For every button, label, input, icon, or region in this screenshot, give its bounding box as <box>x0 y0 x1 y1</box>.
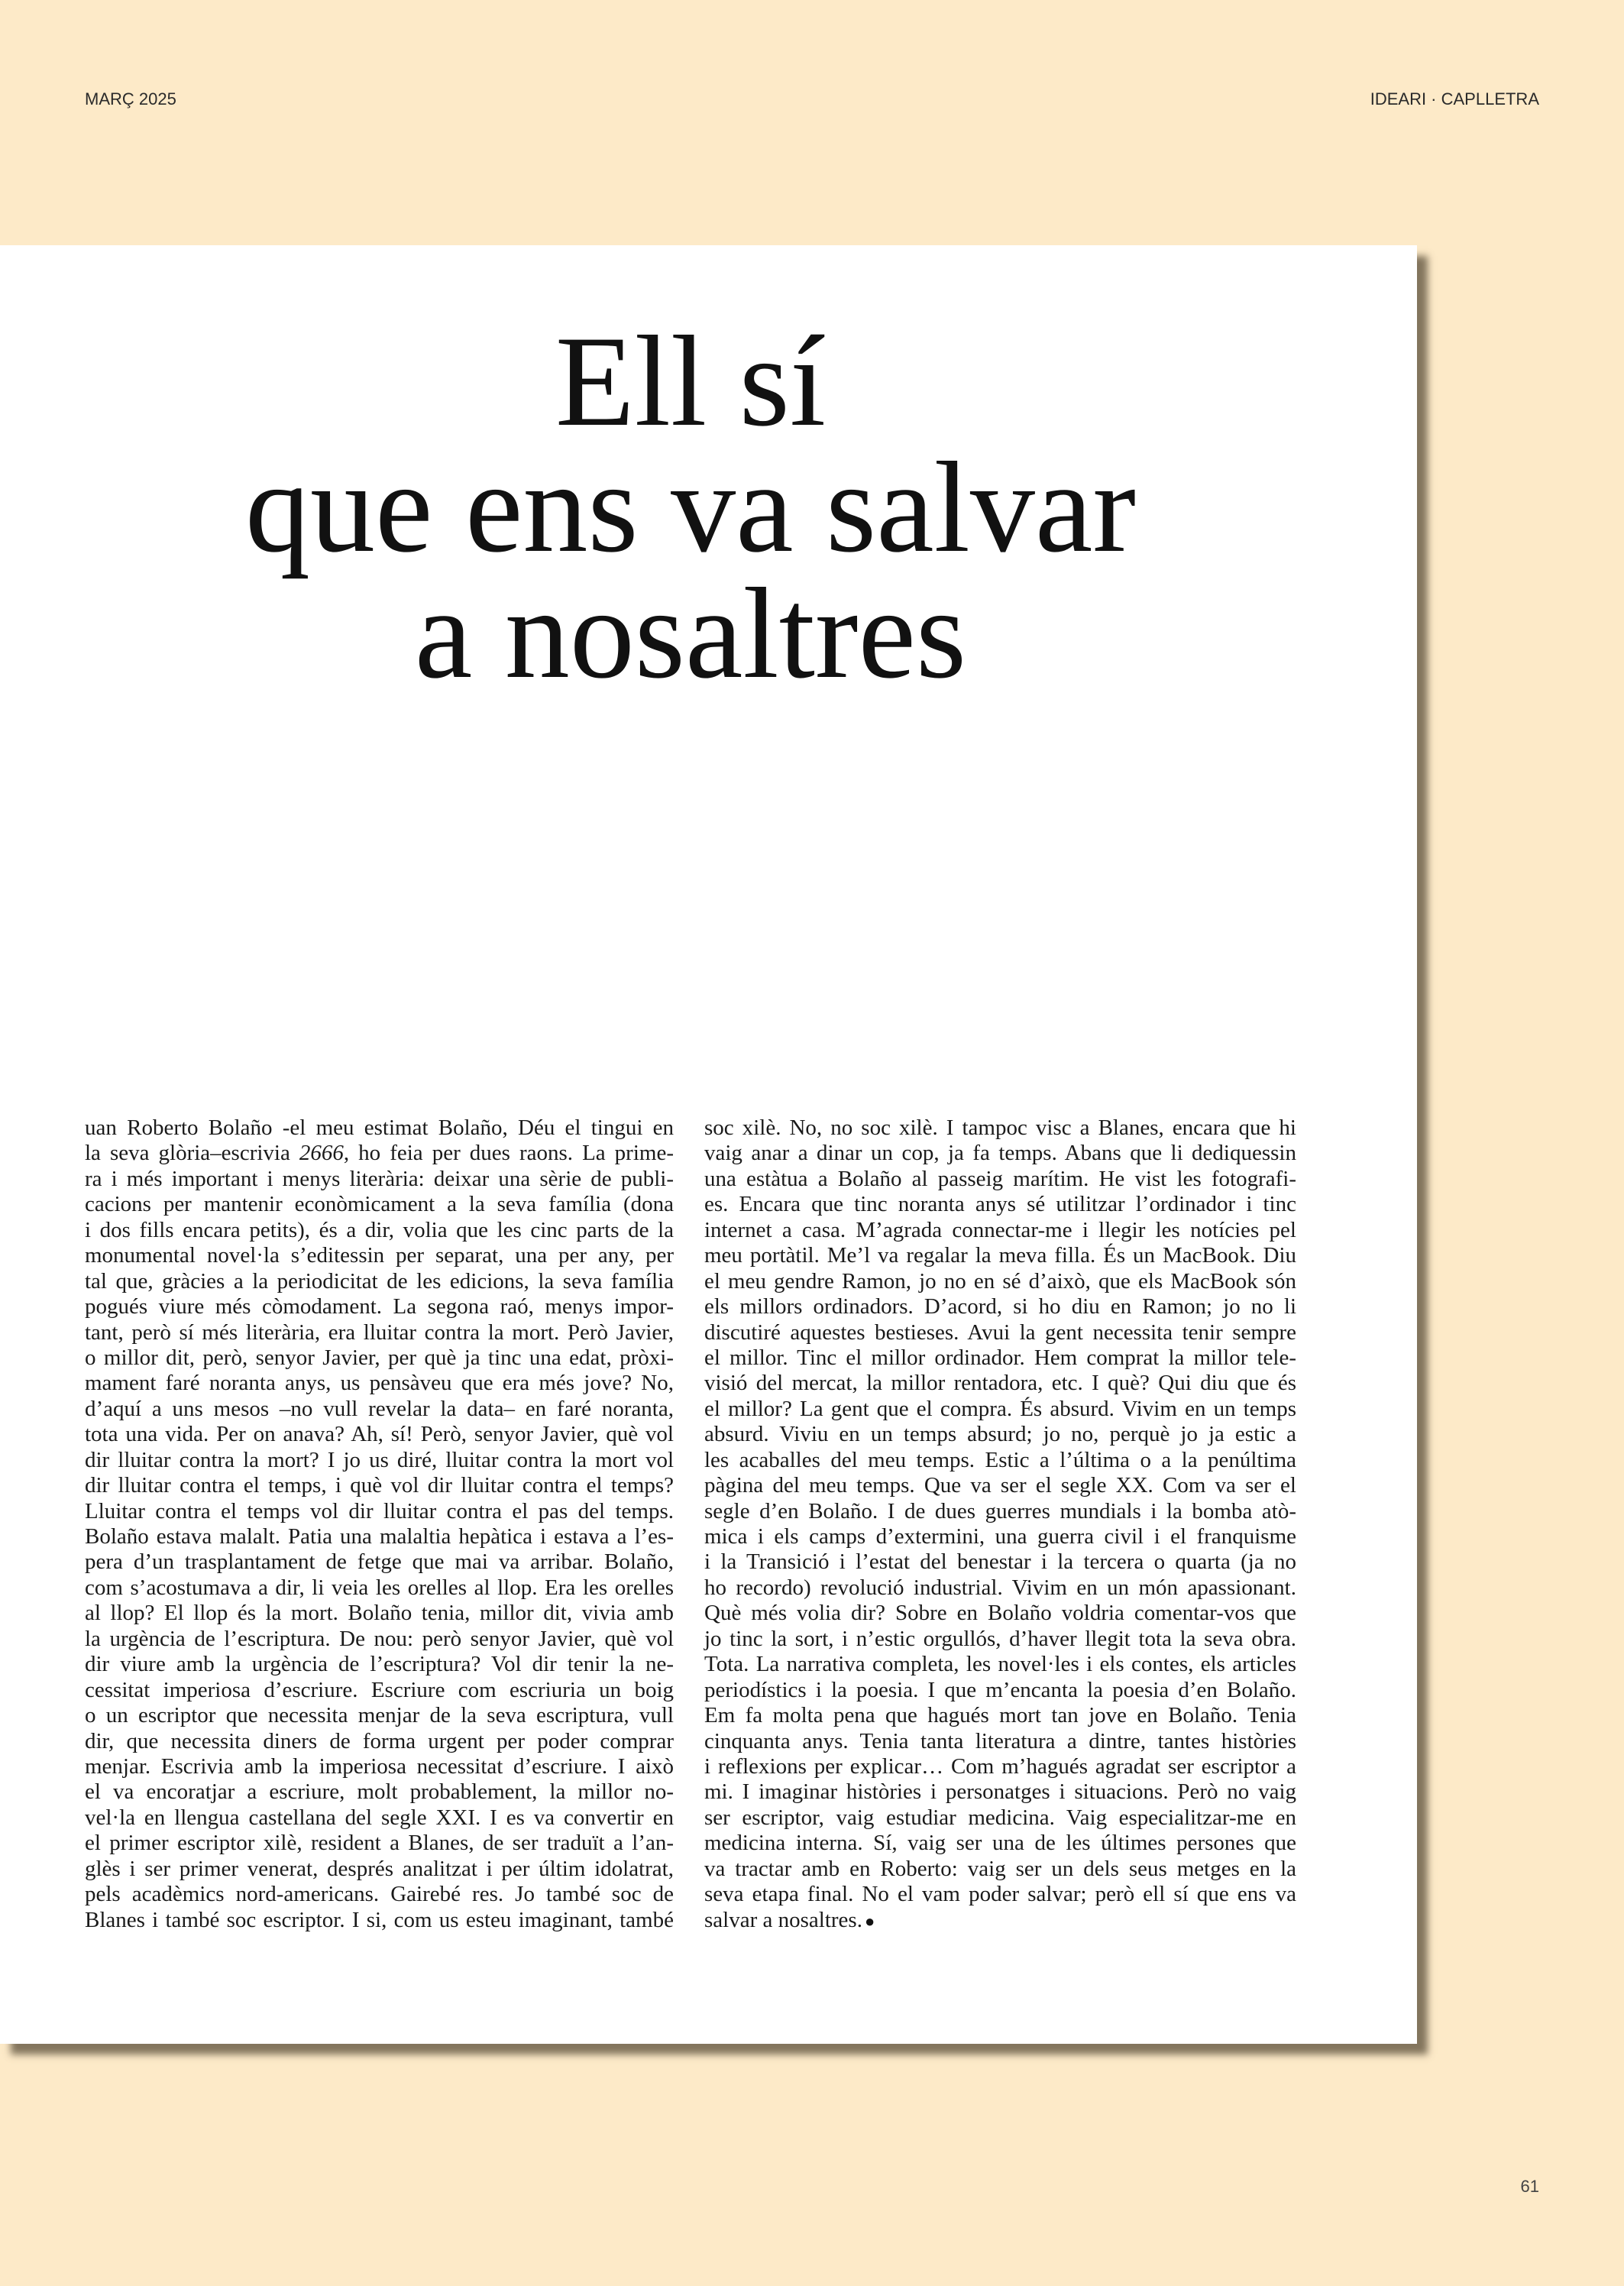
page-number: 61 <box>1520 2177 1539 2196</box>
title-line: Ell sí <box>555 309 827 453</box>
text-line: pogués viure més còmodament. La segona raó, menys impor- <box>85 1294 674 1319</box>
text-line: cinquanta anys. Tenia tanta literatura a dintre, tantes històries <box>704 1728 1296 1753</box>
text-line: ser escriptor, vaig estudiar medicina. Vaig especialitzar-me en <box>704 1805 1296 1830</box>
text-line: ra i més important i menys literària: deixar una sèrie de publi- <box>85 1166 674 1191</box>
text-line: d’aquí a uns mesos –no vull revelar la data– en faré noranta, <box>85 1396 674 1421</box>
text-line: seva etapa final. No el vam poder salvar; però ell sí que ens va <box>704 1882 1296 1907</box>
text-line: dir lluitar contra el temps, i què vol dir lluitar contra el temps? <box>85 1473 674 1498</box>
text-line: discutiré aquestes bestieses. Avui la gent necessita tenir sempre <box>704 1319 1296 1345</box>
text-line: dir, que necessita diners de forma urgent per poder comprar <box>85 1728 674 1753</box>
text-line: Bolaño estava malalt. Patia una malaltia hepàtica i estava a l’es- <box>85 1524 674 1549</box>
text-line: els millors ordinadors. D’acord, si ho diu en Ramon; jo no li <box>704 1294 1296 1319</box>
text-line <box>85 1141 674 1166</box>
text-line: uan Roberto Bolaño -el meu estimat Bolaño, Déu el tingui en <box>85 1115 674 1140</box>
text-line: una estàtua a Bolaño al passeig marítim. He vist les fotografi- <box>704 1166 1296 1191</box>
end-of-article-mark: ● <box>864 1911 875 1931</box>
text-line: i dos fills encara petits), és a dir, volia que les cinc parts de la <box>85 1217 674 1242</box>
text-line: menjar. Escrivia amb la imperiosa necessitat d’escriure. I això <box>85 1753 674 1779</box>
text-line: o un escriptor que necessita menjar de la seva escriptura, vull <box>85 1703 674 1728</box>
text-line: glès i ser primer venerat, després analitzat i per últim idolatrat, <box>85 1856 674 1881</box>
article-column-left <box>85 1115 674 1933</box>
title-line: a nosaltres <box>414 562 967 705</box>
text-line: les acaballes del meu temps. Estic a l’última o a la penúltima <box>704 1447 1296 1472</box>
text-line: es. Encara que tinc noranta anys sé utilitzar l’ordinador i tinc <box>704 1192 1296 1217</box>
text-line: cessitat imperiosa d’escriure. Escriure com escriuria un boig <box>85 1677 674 1702</box>
text-line: al llop? El llop és la mort. Bolaño tenia, millor dit, vivia amb <box>85 1601 674 1626</box>
text-line: monumental novel·la s’editessin per separat, una per any, per <box>85 1243 674 1268</box>
text-line: Em fa molta pena que hagués mort tan jove en Bolaño. Tenia <box>704 1703 1296 1728</box>
text-line: Tota. La narrativa completa, les novel·les i els contes, els articles <box>704 1652 1296 1677</box>
text-segment: la seva glòria–escrivia <box>85 1141 299 1166</box>
text-line: mament faré noranta anys, us pensàveu que era més jove? No, <box>85 1371 674 1396</box>
article-column-right <box>704 1115 1296 1933</box>
issue-date: MARÇ 2025 <box>85 89 176 108</box>
text-line: pera d’un trasplantament de fetge que mai va arribar. Bolaño, <box>85 1549 674 1575</box>
text-line: segle d’en Bolaño. I de dues guerres mundials i la bomba atò- <box>704 1498 1296 1523</box>
text-line: tota una vida. Per on anava? Ah, sí! Però, senyor Javier, què vol <box>85 1422 674 1447</box>
text-line: internet a casa. M’agrada connectar-me i llegir les notícies pel <box>704 1217 1296 1242</box>
text-line: el millor? La gent que el compra. És absurd. Vivim en un temps <box>704 1396 1296 1421</box>
text-line: jo tinc la sort, i n’estic orgullós, d’haver llegit tota la seva obra. <box>704 1626 1296 1651</box>
text-line: Blanes i també soc escriptor. I si, com us esteu imaginant, també <box>85 1907 674 1932</box>
text-line: Què més volia dir? Sobre en Bolaño voldria comentar-vos que <box>704 1601 1296 1626</box>
text-line: o millor dit, però, senyor Javier, per què ja tinc una edat, pròxi- <box>85 1345 674 1370</box>
section-label: IDEARI · CAPLLETRA <box>1370 89 1539 108</box>
text-line: mica i els camps d’extermini, una guerra civil i el franquisme <box>704 1524 1296 1549</box>
text-line: dir lluitar contra la mort? I jo us diré, lluitar contra la mort vol <box>85 1447 674 1472</box>
text-line: Lluitar contra el temps vol dir lluitar contra el pas del temps. <box>85 1498 674 1523</box>
text-line: vaig anar a dinar un cop, ja fa temps. Abans que li dediquessin <box>704 1141 1296 1166</box>
text-segment: salvar a nosaltres. <box>704 1907 862 1932</box>
text-line: el va encoratjar a escriure, molt probablement, la millor no- <box>85 1779 674 1805</box>
text-line: com s’acostumava a dir, li veia les orelles al llop. Era les orelles <box>85 1575 674 1600</box>
text-line: pàgina del meu temps. Que va ser el segle XX. Com va ser el <box>704 1473 1296 1498</box>
text-line: el millor. Tinc el millor ordinador. Hem comprat la millor tele- <box>704 1345 1296 1370</box>
text-line: vel·la en llengua castellana del segle XXI. I es va convertir en <box>85 1805 674 1830</box>
article-card <box>0 245 1417 2044</box>
text-line: pels acadèmics nord-americans. Gairebé res. Jo també soc de <box>85 1882 674 1907</box>
text-line: el primer escriptor xilè, resident a Blanes, de ser traduït a l’an- <box>85 1831 674 1856</box>
text-line: ho recordo) revolució industrial. Vivim en un món apassionant. <box>704 1575 1296 1600</box>
text-line: tant, però sí més literària, era lluitar contra la mort. Però Javier, <box>85 1319 674 1345</box>
text-line: va tractar amb en Roberto: vaig ser un dels seus metges en la <box>704 1856 1296 1881</box>
text-line: dir viure amb la urgència de l’escriptura? Vol dir tenir la ne- <box>85 1652 674 1677</box>
text-line: meu portàtil. Me’l va regalar la meva filla. És un MacBook. Diu <box>704 1243 1296 1268</box>
title-line: que ens va salvar <box>245 436 1136 579</box>
article-title <box>85 309 1296 705</box>
text-line: tal que, gràcies a la periodicitat de les edicions, la seva família <box>85 1268 674 1294</box>
text-segment: , ho feia per dues raons. La prime- <box>343 1141 674 1166</box>
text-line: i la Transició i l’estat del benestar i la tercera o quarta (ja no <box>704 1549 1296 1575</box>
text-line: el meu gendre Ramon, jo no en sé d’això, que els MacBook són <box>704 1268 1296 1294</box>
text-line: mi. I imaginar històries i personatges i situacions. Però no vaig <box>704 1779 1296 1805</box>
text-line: cacions per mantenir econòmicament a la seva família (dona <box>85 1192 674 1217</box>
text-line <box>704 1908 1296 1933</box>
text-line: periodístics i la poesia. I que m’encanta la poesia d’en Bolaño. <box>704 1677 1296 1702</box>
text-line: visió del mercat, la millor rentadora, etc. I què? Qui diu que és <box>704 1371 1296 1396</box>
text-line: medicina interna. Sí, vaig ser una de les últimes persones que <box>704 1831 1296 1856</box>
text-line: la urgència de l’escriptura. De nou: però senyor Javier, què vol <box>85 1626 674 1651</box>
book-title: 2666 <box>299 1141 344 1166</box>
text-line: absurd. Viviu en un temps absurd; jo no, perquè jo ja estic a <box>704 1422 1296 1447</box>
text-line: soc xilè. No, no soc xilè. I tampoc visc a Blanes, encara que hi <box>704 1115 1296 1140</box>
text-line: i reflexions per explicar… Com m’hagués agradat ser escriptor a <box>704 1753 1296 1779</box>
